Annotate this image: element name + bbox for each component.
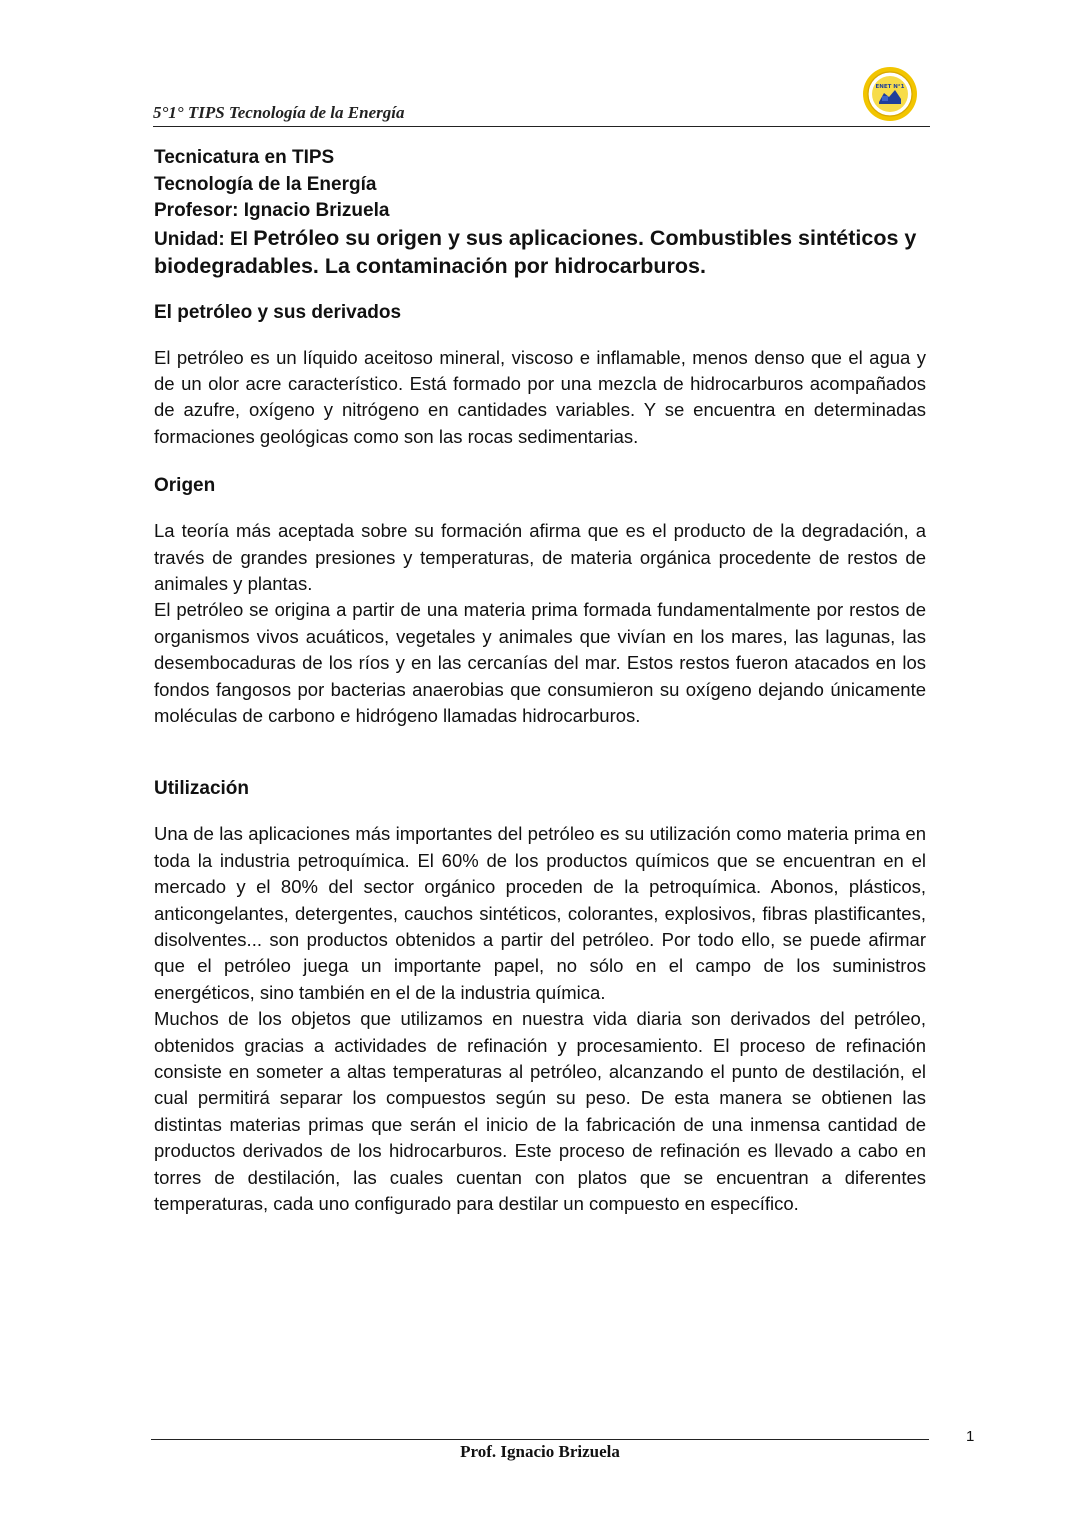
school-logo (862, 66, 918, 122)
paragraph-origen-1: La teoría más aceptada sobre su formación afirma que es el producto de la degradación, a través de grandes presiones y temperaturas, de materia orgánica procedente de restos de animales y plantas. (154, 520, 926, 594)
course-header: 5°1° TIPS Tecnología de la Energía (153, 103, 405, 122)
professor-line: Profesor: Ignacio Brizuela (154, 200, 390, 221)
paragraph-derivados: El petróleo es un líquido aceitoso mineral, viscoso e inflamable, menos denso que el agua y de un olor acre característico. Está formado por una mezcla de hidrocarburos acompañados de azufre, oxígeno y nitrógeno en cantidades variables. Y se encuentra en determinadas formaciones geológicas como son las rocas sedimentarias. (154, 346, 926, 447)
section-heading-origen: Origen (154, 475, 216, 497)
paragraph-utilizacion-1: Una de las aplicaciones más importantes del petróleo es su utilización como materia prima en toda la industria petroquímica. El 60% de los productos químicos que se encuentran en el mercado y el 80% del sector orgánico proceden de la petroquímica. Abonos, plásticos, anticongelantes, detergentes, cauchos sintéticos, colorantes, explosivos, fibras plastificantes, disolventes... son productos obtenidos a partir del petróleo. Por todo ello, se puede afirmar que el petróleo juega un importante papel, no sólo en el campo de los suministros energéticos, sino también en el de la industria química. (154, 823, 926, 1003)
section-heading-derivados: El petróleo y sus derivados (154, 301, 402, 323)
unit-title: Petróleo su origen y sus aplicaciones. Combustibles sintéticos y biodegradables. La contaminación por hidrocarburos. (154, 225, 917, 278)
paragraph-utilizacion-2: Muchos de los objetos que utilizamos en nuestra vida diaria son derivados del petróleo, obtenidos gracias a actividades de refinación y procesamiento. El proceso de refinación consiste en someter a altas temperaturas al petróleo, alcanzando el punto de destilación, el cual permitirá separar los compuestos según su peso. De esta manera se obtienen las distintas materias primas que serán el inicio de la fabricación de una inmensa cantidad de productos derivados de los hidrocarburos. Este proceso de refinación es llevado a cabo en torres de destilación, las cuales cuentan con platos que se encuentran a diferentes temperaturas, cada uno configurado para destilar un compuesto en específico. (154, 1008, 926, 1215)
unit-prefix: Unidad: El (154, 228, 248, 250)
document-body (154, 145, 926, 1217)
subject-title: Tecnología de la Energía (154, 173, 377, 195)
unit-heading (154, 225, 926, 281)
program-title: Tecnicatura en TIPS (154, 147, 335, 168)
footer-author: Prof. Ignacio Brizuela (460, 1442, 620, 1461)
logo-text: ENET N°1 (875, 84, 905, 90)
footer-divider (151, 1439, 929, 1440)
paragraph-origen-2: El petróleo se origina a partir de una materia prima formada fundamentalmente por restos de organismos vivos acuáticos, vegetales y animales que vivían en los mares, las lagunas, las desembocaduras de los ríos y en las cercanías del mar. Estos restos fueron atacados en los fondos fangosos por bacterias anaerobias que consumieron su oxígeno dejando únicamente moléculas de carbono e hidrógeno llamadas hidrocarburos. (154, 599, 926, 726)
page-header (153, 98, 930, 127)
page-number: 1 (966, 1428, 975, 1445)
section-heading-utilizacion: Utilización (154, 778, 250, 800)
